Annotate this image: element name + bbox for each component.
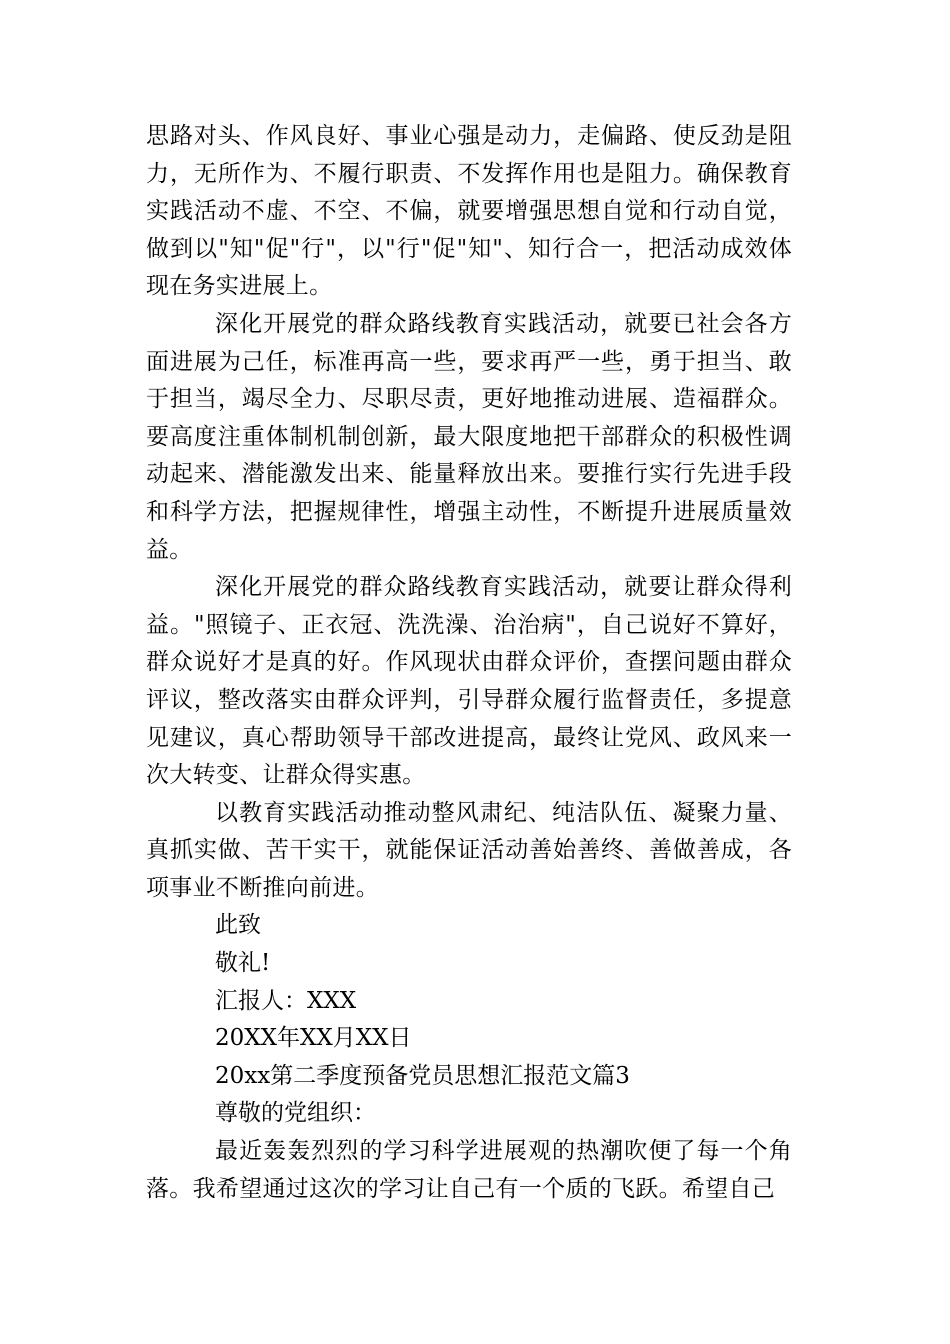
body-paragraph-5: 最近轰轰烈烈的学习科学进展观的热潮吹便了每一个角落。我希望通过这次的学习让自己有一个质的飞跃。希望自己 (146, 1138, 792, 1202)
body-paragraph-3: 深化开展党的群众路线教育实践活动，就要让群众得利益。"照镜子、正衣冠、洗洗澡、治治病"，自己说好不算好，群众说好才是真的好。作风现状由群众评价，查摆问题由群众评议，整改落实由群众评判，引导群众履行监督责任，多提意见建议，真心帮助领导干部改进提高，最终让党风、政风来一次大转变、让群众得实惠。 (146, 574, 792, 789)
section-title: 20xx第二季度预备党员思想汇报范文篇3 (215, 1062, 630, 1089)
salute-line: 敬礼! (215, 950, 271, 977)
closing-line: 此致 (215, 912, 261, 939)
body-paragraph-4: 以教育实践活动推动整风肃纪、纯洁队伍、凝聚力量、真抓实做、苦干实干，就能保证活动善始善终、善做善成，各项事业不断推向前进。 (146, 799, 792, 901)
body-paragraph-1: 思路对头、作风良好、事业心强是动力，走偏路、使反劲是阻力，无所作为、不履行职责、不发挥作用也是阻力。确保教育实践活动不虚、不空、不偏，就要增强思想自觉和行动自觉，做到以"知"促"行"，以"行"促"知"、知行合一，把活动成效体现在务实进展上。 (146, 123, 792, 300)
body-paragraph-2: 深化开展党的群众路线教育实践活动，就要已社会各方面进展为己任，标准再高一些，要求再严一些，勇于担当、敢于担当，竭尽全力、尽职尽责，更好地推动进展、造福群众。要高度注重体制机制创新，最大限度地把干部群众的积极性调动起来、潜能激发出来、能量释放出来。要推行实行先进手段和科学方法，把握规律性，增强主动性，不断提升进展质量效益。 (146, 310, 792, 563)
greeting-line: 尊敬的党组织： (215, 1100, 376, 1127)
document-page (146, 118, 792, 1208)
reporter-line: 汇报人：XXX (215, 987, 357, 1014)
date-line: 20XX年XX月XX日 (215, 1025, 412, 1052)
